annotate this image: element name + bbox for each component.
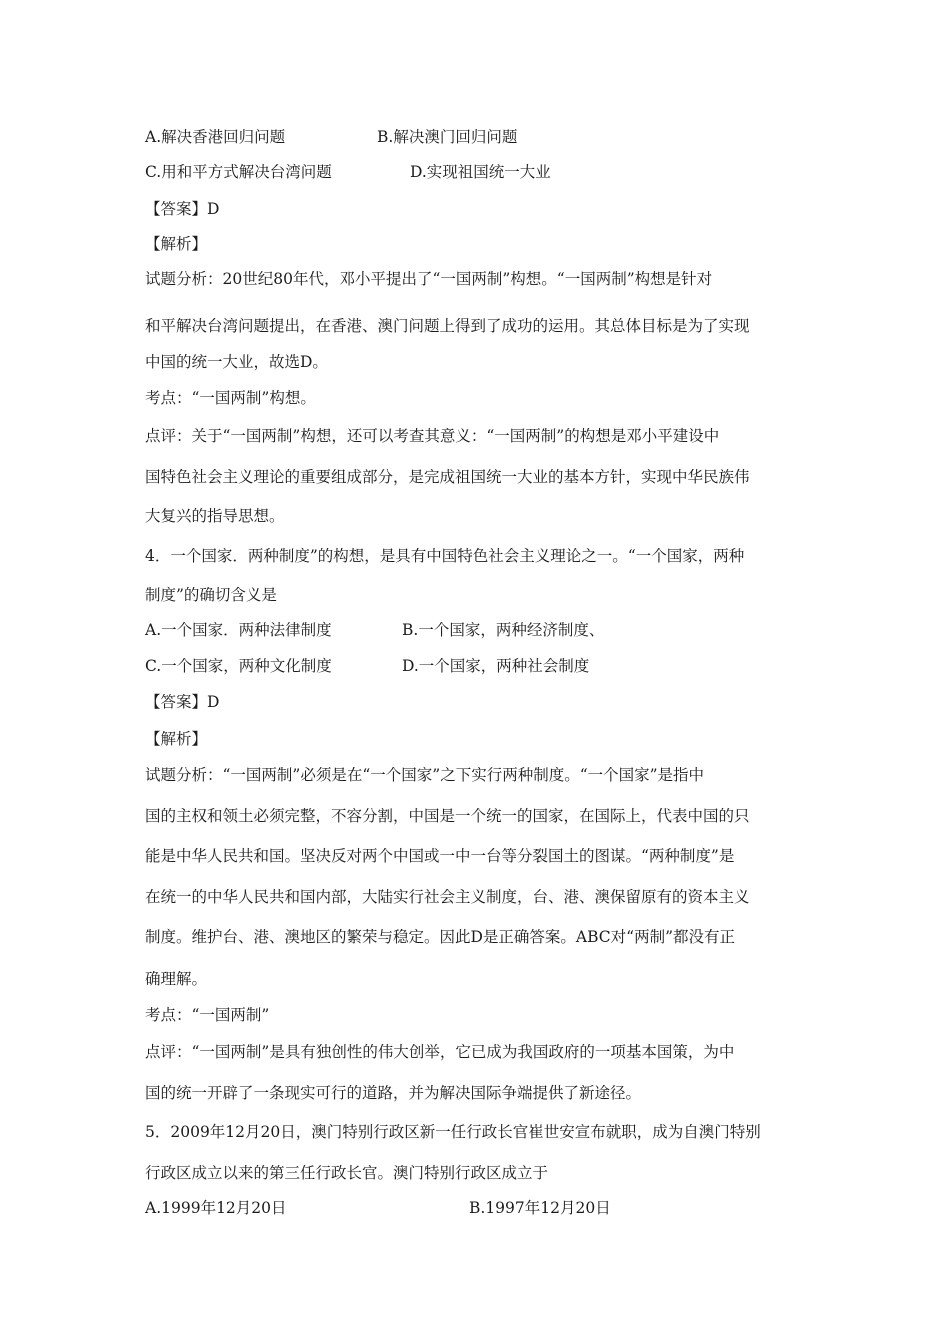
- q4-option-a: A.一个国家．两种法律制度: [145, 621, 332, 639]
- q5-stem-line: 5．2009年12月20日，澳门特别行政区新一任行政长官崔世安宣布就职，成为自澳门特别: [145, 1123, 761, 1141]
- q3-analysis-line: 和平解决台湾问题提出，在香港、澳门问题上得到了成功的运用。其总体目标是为了实现: [145, 317, 750, 335]
- q3-analysis-line: 中国的统一大业，故选D。: [145, 353, 328, 371]
- q3-option-b: B.解决澳门回归问题: [377, 128, 518, 146]
- q4-option-row-1: [145, 620, 605, 640]
- q3-option-d: D.实现祖国统一大业: [410, 163, 551, 181]
- q4-stem-line: 制度”的确切含义是: [145, 586, 277, 604]
- q4-option-row-2: [145, 656, 590, 676]
- q4-option-b: B.一个国家，两种经济制度、: [402, 621, 605, 639]
- q5-option-row-1: [145, 1198, 611, 1218]
- q5-stem-line: 行政区成立以来的第三任行政长官。澳门特别行政区成立于: [145, 1164, 549, 1182]
- q3-option-c: C.用和平方式解决台湾问题: [145, 163, 332, 181]
- q3-kaodian: 考点：“一国两制”构想。: [145, 389, 316, 407]
- q4-analysis-line: 确理解。: [145, 970, 208, 988]
- q4-analysis-line: 国的主权和领土必须完整，不容分割，中国是一个统一的国家，在国际上，代表中国的只: [145, 807, 750, 825]
- q4-option-d: D.一个国家，两种社会制度: [402, 657, 590, 675]
- q4-stem-line: 4．一个国家．两种制度”的构想，是具有中国特色社会主义理论之一。“一个国家，两种: [145, 547, 745, 565]
- q4-analysis-line: 试题分析：“一国两制”必须是在“一个国家”之下实行两种制度。“一个国家”是指中: [145, 766, 705, 784]
- q4-analysis-line: 在统一的中华人民共和国内部，大陆实行社会主义制度，台、港、澳保留原有的资本主义: [145, 888, 750, 906]
- q5-option-b: B.1997年12月20日: [469, 1199, 611, 1217]
- q3-answer: 【答案】D: [145, 200, 220, 218]
- q3-analysis-label: 【解析】: [145, 235, 208, 253]
- q3-option-row-2: [145, 162, 551, 182]
- q4-analysis-line: 能是中华人民共和国。坚决反对两个中国或一中一台等分裂国土的图谋。“两种制度”是: [145, 847, 735, 865]
- q5-option-a: A.1999年12月20日: [145, 1199, 287, 1217]
- q4-answer: 【答案】D: [145, 693, 220, 711]
- q3-option-a: A.解决香港回归问题: [145, 128, 286, 146]
- q4-dianping-line: 点评：“一国两制”是具有独创性的伟大创举，它已成为我国政府的一项基本国策，为中: [145, 1043, 735, 1061]
- q4-analysis-line: 制度。维护台、港、澳地区的繁荣与稳定。因此D是正确答案。ABC对“两制”都没有正: [145, 928, 736, 946]
- q4-option-c: C.一个国家，两种文化制度: [145, 657, 332, 675]
- q3-dianping-line: 点评：关于“一国两制”构想，还可以考查其意义：“一国两制”的构想是邓小平建设中: [145, 427, 720, 445]
- q4-dianping-line: 国的统一开辟了一条现实可行的道路，并为解决国际争端提供了新途径。: [145, 1084, 642, 1102]
- q3-dianping-line: 国特色社会主义理论的重要组成部分，是完成祖国统一大业的基本方针，实现中华民族伟: [145, 468, 750, 486]
- q4-analysis-label: 【解析】: [145, 730, 208, 748]
- q3-analysis-line: 试题分析：20世纪80年代，邓小平提出了“一国两制”构想。“一国两制”构想是针对: [145, 270, 713, 288]
- q4-kaodian: 考点：“一国两制”: [145, 1006, 270, 1024]
- q3-dianping-line: 大复兴的指导思想。: [145, 507, 285, 525]
- q3-option-row-1: [145, 127, 518, 147]
